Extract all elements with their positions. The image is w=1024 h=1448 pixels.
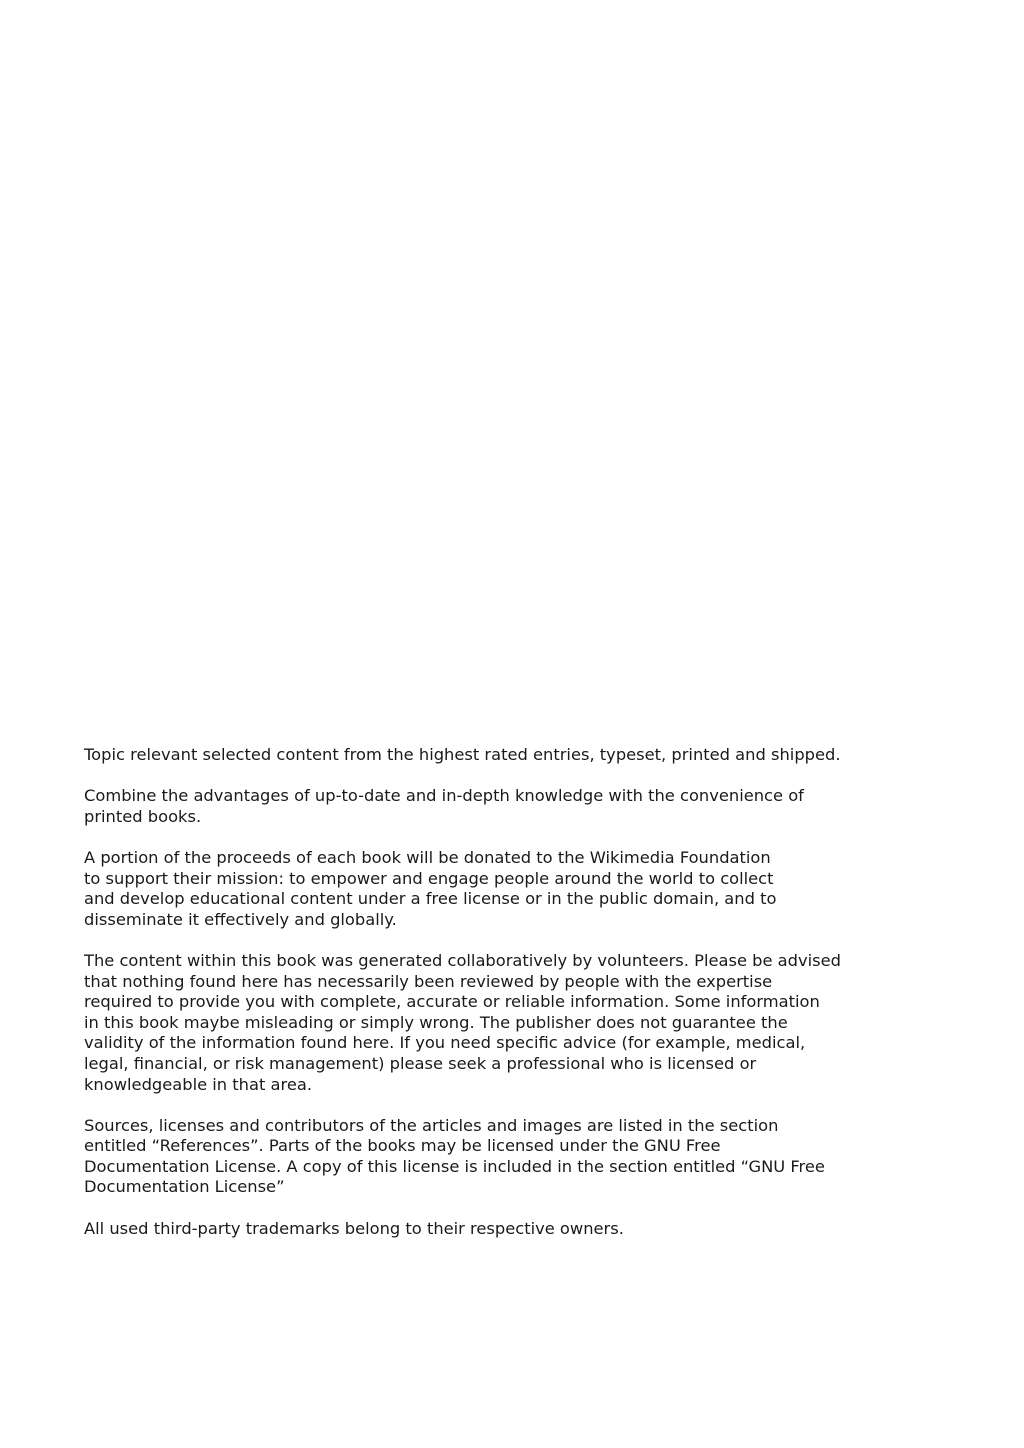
paragraph-line: Topic relevant selected content from the highest rated entries, typeset, printed and shipped. bbox=[84, 745, 841, 764]
paragraph-line: printed books. bbox=[84, 806, 202, 826]
paragraph-intro bbox=[84, 745, 904, 766]
paragraph-line: Documentation License. A copy of this license is included in the section entitled “GNU Free bbox=[84, 1156, 825, 1176]
paragraph-line: in this book maybe misleading or simply wrong. The publisher does not guarantee the bbox=[84, 1012, 788, 1032]
paragraph-line: Documentation License” bbox=[84, 1177, 285, 1197]
paragraph-line: and develop educational content under a free license or in the public domain, and to bbox=[84, 889, 777, 909]
publisher-notice bbox=[84, 745, 904, 1239]
paragraph-line: The content within this book was generated collaboratively by volunteers. Please be advised bbox=[84, 950, 841, 970]
paragraph-line: knowledgeable in that area. bbox=[84, 1074, 313, 1094]
paragraph-donation bbox=[84, 848, 904, 930]
paragraph-sources bbox=[84, 1116, 904, 1198]
paragraph-line: A portion of the proceeds of each book will be donated to the Wikimedia Foundation bbox=[84, 847, 771, 867]
paragraph-line: validity of the information found here. If you need specific advice (for example, medical, bbox=[84, 1033, 806, 1053]
paragraph-disclaimer bbox=[84, 951, 904, 1095]
paragraph-trademarks bbox=[84, 1219, 904, 1240]
paragraph-line: All used third-party trademarks belong to their respective owners. bbox=[84, 1218, 624, 1238]
paragraph-advantages bbox=[84, 786, 904, 827]
paragraph-line: Combine the advantages of up-to-date and in-depth knowledge with the convenience of bbox=[84, 786, 804, 806]
paragraph-line: required to provide you with complete, accurate or reliable information. Some information bbox=[84, 992, 820, 1012]
paragraph-line: disseminate it effectively and globally. bbox=[84, 909, 397, 929]
paragraph-line: legal, financial, or risk management) please seek a professional who is licensed or bbox=[84, 1053, 757, 1073]
paragraph-line: to support their mission: to empower and engage people around the world to collect bbox=[84, 868, 774, 888]
paragraph-line: that nothing found here has necessarily been reviewed by people with the expertise bbox=[84, 971, 773, 991]
paragraph-line: entitled “References”. Parts of the books may be licensed under the GNU Free bbox=[84, 1136, 721, 1156]
paragraph-line: Sources, licenses and contributors of the articles and images are listed in the section bbox=[84, 1115, 779, 1135]
